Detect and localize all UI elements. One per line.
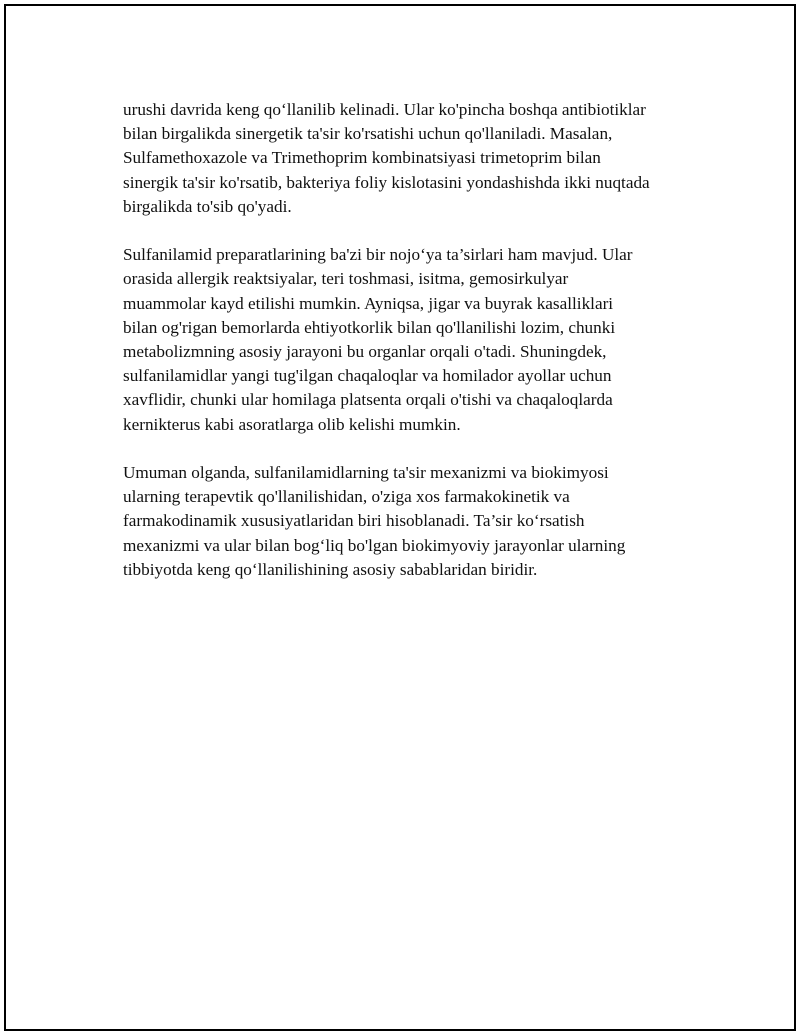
text-line: ularning terapevtik qo'llanilishidan, o'ziga xos farmakokinetik va [123,487,570,507]
text-line: kernikterus kabi asoratlarga olib kelishi mumkin. [123,414,461,434]
text-line: urushi davrida keng qo‘llanilib kelinadi. Ular ko'pincha boshqa antibiotiklar [123,100,646,119]
page-frame [4,4,796,1031]
text-line: metabolizmning asosiy jarayoni bu organlar orqali o'tadi. Shuningdek, [123,342,607,362]
text-line: farmakodinamik xususiyatlaridan biri hisoblanadi. Ta’sir ko‘rsatish [123,511,585,531]
text-line: tibbiyotda keng qo‘llanilishining asosiy sabablaridan biridir. [123,559,538,579]
paragraph-3 [123,461,713,582]
text-line: sulfanilamidlar yangi tug'ilgan chaqaloqlar va homilador ayollar uchun [123,366,612,386]
text-line: xavflidir, chunki ular homilaga platsenta orqali o'tishi va chaqaloqlarda [123,390,613,410]
text-line: bilan og'rigan bemorlarda ehtiyotkorlik bilan qo'llanilishi lozim, chunki [123,317,616,337]
document-body [123,98,713,606]
text-line: bilan birgalikda sinergetik ta'sir ko'rsatishi uchun qo'llaniladi. Masalan, [123,124,613,144]
paragraph-2 [123,243,713,437]
text-line: muammolar kayd etilishi mumkin. Ayniqsa, jigar va buyrak kasalliklari [123,293,614,313]
text-line: sinergik ta'sir ko'rsatib, bakteriya foliy kislotasini yondashishda ikki nuqtada [123,172,650,192]
text-line: Sulfamethoxazole va Trimethoprim kombinatsiyasi trimetoprim bilan [123,148,601,168]
text-line: mexanizmi va ular bilan bog‘liq bo'lgan biokimyoviy jarayonlar ularning [123,535,626,555]
text-line: orasida allergik reaktsiyalar, teri toshmasi, isitma, gemosirkulyar [123,269,569,289]
paragraph-1 [123,98,713,219]
text-line: birgalikda to'sib qo'yadi. [123,196,292,216]
text-line: Sulfanilamid preparatlarining ba'zi bir nojo‘ya ta’sirlari ham mavjud. Ular [123,245,633,265]
text-line: Umuman olganda, sulfanilamidlarning ta'sir mexanizmi va biokimyosi [123,463,609,483]
